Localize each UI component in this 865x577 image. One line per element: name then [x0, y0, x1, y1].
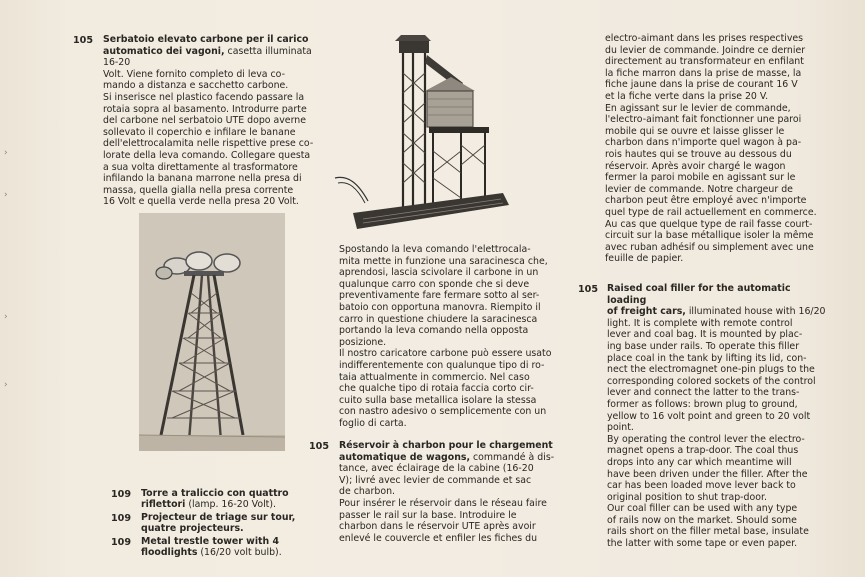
- text-span: con nastro adesivo o semplicemente con un: [339, 406, 547, 418]
- text-span: nect the electromagnet one-pin plugs to the: [607, 364, 815, 376]
- text-span: Il nostro caricatore carbone può essere usato: [339, 348, 552, 360]
- caption-title: Metal trestle tower with 4: [141, 536, 279, 547]
- text-span: passer le rail sur la base. Introduire le: [339, 509, 517, 521]
- floodlight-tower-image: [139, 213, 285, 451]
- text-span: rois hautes qui se trouve au dessous du: [605, 148, 792, 160]
- text-line: [103, 92, 329, 104]
- text-line: [339, 325, 561, 337]
- text-line: [607, 306, 830, 318]
- text-span: de charbon.: [339, 486, 396, 498]
- text-line: [103, 115, 329, 127]
- entry-title: Serbatoio elevato carbone per il carico automatico dei vagoni,: [103, 34, 309, 57]
- text-line: [605, 91, 828, 103]
- italian-description-continued: [339, 244, 561, 430]
- text-span: indifferentemente con qualunque tipo di ro-: [339, 359, 545, 371]
- text-line: [339, 302, 561, 314]
- text-span: cuito sulla base metallica isolare la stessa: [339, 394, 537, 406]
- text-line: [339, 533, 561, 545]
- text-line: [607, 538, 830, 550]
- text-line: [607, 422, 830, 434]
- entry-title: automatique de wagons,: [339, 451, 471, 463]
- text-line: [605, 103, 828, 115]
- text-line: [339, 498, 561, 510]
- text-line: [605, 195, 828, 207]
- text-line: [607, 492, 830, 504]
- text-span: et la fiche verte dans la prise 20 V.: [605, 90, 769, 102]
- text-span: charbon peut être employé avec n'importe: [605, 195, 807, 207]
- text-line: [605, 68, 828, 80]
- text-line: [103, 69, 329, 81]
- text-span: tance, avec éclairage de la cabine (16-20: [339, 463, 534, 475]
- text-span: carro in questione chiudere la saracinesca: [339, 313, 538, 325]
- text-line: [339, 452, 561, 464]
- text-line: [339, 418, 561, 430]
- text-span: foglio di carta.: [339, 417, 407, 429]
- text-line: [607, 353, 830, 365]
- text-line: [103, 150, 329, 162]
- text-span: del carbone nel serbatoio UTE dopo averne: [103, 115, 306, 127]
- text-line: [607, 364, 830, 376]
- entry-title: Réservoir à charbon pour le chargement: [339, 440, 553, 451]
- text-span: mando a distanza e sacchetto carbone.: [103, 80, 289, 92]
- text-line: [605, 79, 828, 91]
- text-line: [339, 475, 561, 487]
- entry-title: Raised coal filler for the automatic loading: [607, 283, 791, 306]
- caption-detail: (16/20 volt bulb).: [197, 547, 282, 559]
- text-span: charbon dans le réservoir UTE après avoir: [339, 521, 536, 533]
- text-span: rails short on the filler metal base, insulate: [607, 526, 809, 538]
- caption-title: Torre a traliccio con quattro: [141, 488, 289, 499]
- text-span: che qualche tipo di rotaia faccia corto cir-: [339, 383, 534, 395]
- caption-italian: [141, 488, 301, 510]
- text-span: 16 Volt e quella verde nella presa 20 Volt.: [103, 196, 299, 208]
- text-line: [607, 469, 830, 481]
- text-line: [103, 196, 329, 208]
- text-span: l'electro-aimant fait fonctionner une paroi: [605, 114, 802, 126]
- text-span: feuille de papier.: [605, 253, 684, 265]
- text-span: charbon dans n'importe quel wagon à pa-: [605, 137, 802, 149]
- text-line: [607, 457, 830, 469]
- text-line: [605, 56, 828, 68]
- french-description: [339, 440, 561, 544]
- text-line: [103, 127, 329, 139]
- text-span: Spostando la leva comando l'elettrocala-: [339, 244, 531, 255]
- text-line: [605, 184, 828, 196]
- text-line: [605, 114, 828, 126]
- caption-number: 109: [111, 537, 132, 548]
- margin-mark: ›: [4, 148, 8, 158]
- caption-title: floodlights: [141, 547, 198, 559]
- text-line: [103, 173, 329, 185]
- text-line: [339, 510, 561, 522]
- text-line: [103, 185, 329, 197]
- french-description-continued: [605, 33, 828, 265]
- text-line: [605, 149, 828, 161]
- text-span: mobile qui se ouvre et laisse glisser le: [605, 125, 785, 137]
- text-line: [605, 172, 828, 184]
- text-span: dell'elettrocalamita nelle rispettive prese co-: [103, 138, 314, 150]
- text-line: [605, 253, 828, 265]
- text-line: [605, 207, 828, 219]
- text-line: [339, 372, 561, 384]
- text-line: [339, 486, 561, 498]
- text-line: [339, 440, 561, 452]
- text-span: Au cas que quelque type de rail fasse court-: [605, 218, 813, 230]
- caption-title: riflettori: [141, 499, 186, 511]
- text-span: ing base under rails. To operate this filler: [607, 340, 800, 352]
- text-line: [607, 526, 830, 538]
- caption-title: quatre projecteurs.: [141, 523, 244, 535]
- text-span: levier de commande. Notre chargeur de: [605, 183, 793, 195]
- english-description: [607, 283, 830, 550]
- text-span: la fiche marron dans la prise de masse, la: [605, 67, 802, 79]
- text-span: lever and coal bag. It is mounted by plac-: [607, 329, 803, 341]
- text-span: aprendosi, lascia scivolare il carbone in un: [339, 267, 539, 279]
- text-line: [607, 503, 830, 515]
- text-line: [607, 434, 830, 446]
- text-line: [103, 34, 329, 69]
- caption-french: [141, 512, 301, 534]
- tower-photo: [139, 213, 285, 451]
- text-span: of rails now on the market. Should some: [607, 514, 797, 526]
- text-span: point.: [607, 422, 634, 434]
- margin-mark: ›: [4, 380, 8, 390]
- text-span: du levier de commande. Joindre ce dernier: [605, 44, 806, 56]
- text-span: illuminated house with 16/20: [685, 306, 826, 318]
- margin-mark: ›: [4, 190, 8, 200]
- text-line: [605, 33, 828, 45]
- caption-english: [141, 536, 301, 558]
- text-span: place coal in the tank by lifting its lid, con-: [607, 352, 807, 364]
- margin-mark: ›: [4, 312, 8, 322]
- text-line: [339, 290, 561, 302]
- text-span: mita mette in funzione una saracinesca che,: [339, 255, 548, 267]
- text-line: [339, 360, 561, 372]
- text-line: [339, 337, 561, 349]
- text-span: rotaia sopra al basamento. Introdurre parte: [103, 103, 307, 115]
- text-span: casetta illuminata 16-20: [103, 45, 312, 69]
- text-line: [339, 256, 561, 268]
- text-span: V); livré avec levier de commande et sac: [339, 474, 532, 486]
- text-line: [607, 283, 830, 306]
- text-span: Pour insérer le réservoir dans le réseau faire: [339, 497, 547, 509]
- text-span: réservoir. Après avoir chargé le wagon: [605, 160, 786, 172]
- text-line: [605, 45, 828, 57]
- text-line: [607, 399, 830, 411]
- text-span: light. It is complete with remote control: [607, 317, 793, 329]
- text-span: massa, quella gialla nella presa corrente: [103, 184, 294, 196]
- text-span: lorate della leva comando. Collegare questa: [103, 149, 311, 161]
- text-line: [605, 230, 828, 242]
- text-span: yellow to 16 volt point and green to 20 volt: [607, 410, 811, 422]
- text-line: [607, 387, 830, 399]
- item-number: 105: [309, 441, 330, 452]
- text-line: [605, 137, 828, 149]
- text-span: By operating the control lever the electro-: [607, 433, 805, 445]
- text-line: [339, 395, 561, 407]
- text-line: [339, 314, 561, 326]
- text-span: qualunque carro con sponde che si deve: [339, 278, 530, 290]
- text-line: [607, 411, 830, 423]
- text-span: have been driven under the filler. After the: [607, 468, 808, 480]
- text-span: lever and connect the latter to the trans-: [607, 387, 800, 399]
- text-span: En agissant sur le levier de commande,: [605, 102, 791, 114]
- text-line: [339, 383, 561, 395]
- text-span: fiche jaune dans la prise de courant 16 V: [605, 79, 798, 91]
- text-line: [103, 162, 329, 174]
- text-line: [605, 219, 828, 231]
- text-span: drops into any car which meantime will: [607, 456, 792, 468]
- text-line: [605, 242, 828, 254]
- text-span: commandé à dis-: [470, 451, 555, 463]
- text-line: [605, 126, 828, 138]
- item-number: 105: [73, 35, 94, 46]
- text-span: Si inserisce nel plastico facendo passare la: [103, 91, 305, 103]
- text-line: [607, 341, 830, 353]
- text-span: enlevé le couvercle et enfiler les fiches du: [339, 532, 538, 544]
- text-line: [605, 161, 828, 173]
- text-line: [607, 376, 830, 388]
- text-span: car has been loaded move lever back to: [607, 480, 796, 492]
- text-line: [103, 80, 329, 92]
- text-line: [339, 463, 561, 475]
- text-line: [339, 521, 561, 533]
- text-line: [607, 329, 830, 341]
- italian-description: [103, 34, 329, 208]
- text-span: circuit sur la base métallique isoler la même: [605, 230, 814, 242]
- text-span: portando la leva comando nella opposta: [339, 325, 529, 337]
- text-line: [339, 244, 561, 256]
- text-line: [339, 406, 561, 418]
- text-span: Our coal filler can be used with any type: [607, 503, 798, 515]
- text-line: [103, 138, 329, 150]
- text-span: infilando la banana marrone nella presa di: [103, 173, 302, 185]
- caption-number: 109: [111, 513, 132, 524]
- text-span: original position to shut trap-door.: [607, 491, 767, 503]
- caption-detail: (lamp. 16-20 Volt).: [185, 499, 276, 511]
- text-span: the latter with some tape or even paper.: [607, 538, 798, 550]
- text-span: directement au transformateur en enfilant: [605, 56, 804, 68]
- text-line: [607, 318, 830, 330]
- coal-filler-image: [333, 33, 525, 233]
- text-span: batoio con opportuna manovra. Riempito il: [339, 301, 541, 313]
- text-line: [607, 445, 830, 457]
- text-span: fermer la paroi mobile en agissant sur le: [605, 172, 796, 184]
- text-span: magnet opens a trap-door. The coal thus: [607, 445, 799, 457]
- text-span: a sua volta direttamente al trasformatore: [103, 161, 298, 173]
- text-span: sollevato il coperchio e infilare le banane: [103, 126, 296, 138]
- text-line: [607, 515, 830, 527]
- text-line: [339, 279, 561, 291]
- text-line: [339, 348, 561, 360]
- text-span: Volt. Viene fornito completo di leva co-: [103, 68, 285, 80]
- text-span: quel type de rail actuellement en commerce.: [605, 206, 817, 218]
- caption-title: Projecteur de triage sur tour,: [141, 512, 296, 523]
- text-span: preventivamente fare fermare sotto al ser-: [339, 290, 540, 302]
- text-line: [103, 104, 329, 116]
- text-span: posizione.: [339, 336, 387, 348]
- text-span: corresponding colored sockets of the control: [607, 375, 816, 387]
- text-line: [607, 480, 830, 492]
- caption-number: 109: [111, 489, 132, 500]
- item-number: 105: [578, 284, 599, 295]
- text-span: former as follows: brown plug to ground,: [607, 398, 798, 410]
- text-line: [339, 267, 561, 279]
- text-span: avec ruban adhésif ou simplement avec une: [605, 241, 814, 253]
- entry-title: of freight cars,: [607, 306, 686, 318]
- text-span: taia attualmente in commercio. Nel caso: [339, 371, 530, 383]
- text-span: electro-aimant dans les prises respectives: [605, 33, 804, 44]
